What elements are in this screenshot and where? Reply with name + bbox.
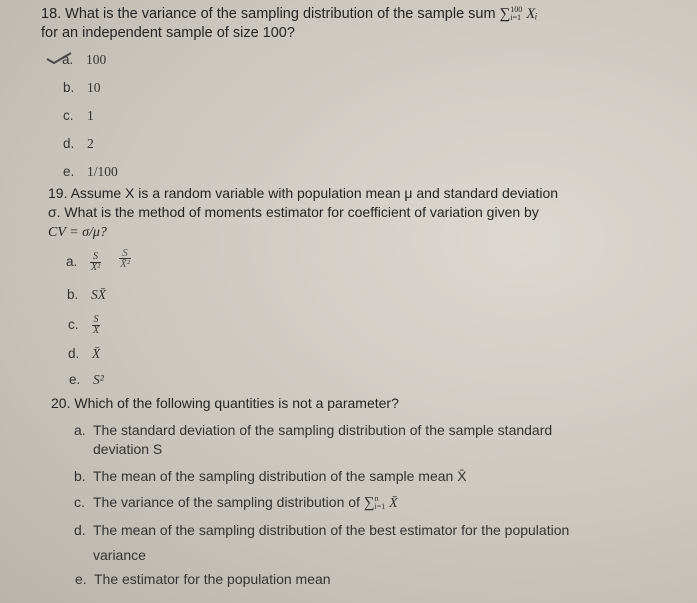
q19-option-c-fraction xyxy=(92,315,100,336)
q20-option-d[interactable] xyxy=(74,522,569,538)
q20-option-e[interactable] xyxy=(75,571,331,587)
q18-text-line1 xyxy=(41,6,537,23)
q18-option-d-value: 2 xyxy=(87,136,94,151)
q20-option-b[interactable] xyxy=(74,468,467,484)
q19-option-c-numerator: S xyxy=(93,314,99,325)
q20-option-d-letter: d. xyxy=(74,522,86,538)
q18-option-c[interactable] xyxy=(63,108,94,124)
q19-option-d[interactable] xyxy=(68,346,100,362)
q18-sum-variable: Xᵢ xyxy=(526,6,538,22)
q20-option-e-text: The estimator for the population mean xyxy=(94,571,331,587)
q18-sum-limits xyxy=(510,6,522,22)
q20-option-d-cont: variance xyxy=(93,547,146,563)
q19-option-d-letter: d. xyxy=(68,346,80,361)
q20-option-a[interactable] xyxy=(74,422,552,438)
handwritten-fraction xyxy=(119,248,131,269)
q18-option-c-letter: c. xyxy=(63,108,74,123)
q19-text-line2: σ. What is the method of moments estimator for coefficient of variation given by xyxy=(48,204,539,220)
q18-option-d[interactable] xyxy=(63,136,94,152)
q18-sum-upper: 100 xyxy=(510,5,523,15)
q18-line1-text: 18. What is the variance of the sampling distribution of the sample sum xyxy=(41,6,496,22)
handwritten-numerator: S xyxy=(119,248,131,259)
q19-option-c-letter: c. xyxy=(68,317,79,333)
q20-option-c-sum-limits xyxy=(375,495,386,511)
q19-option-b-value: SX̄ xyxy=(91,287,106,302)
q20-option-a-letter: a. xyxy=(74,422,86,438)
q18-option-c-value: 1 xyxy=(87,108,94,123)
q18-option-e-value: 1/100 xyxy=(87,164,118,179)
q20-option-c-letter: c. xyxy=(74,494,85,510)
q19-option-d-value: X̄ xyxy=(92,346,101,361)
handwritten-answer xyxy=(119,248,131,269)
q20-option-c[interactable] xyxy=(74,494,398,512)
q19-option-a-denominator: X̄² xyxy=(91,262,101,273)
q19-option-e-value: S² xyxy=(93,372,104,387)
q20-option-e-letter: e. xyxy=(75,571,87,587)
q19-option-b[interactable] xyxy=(67,287,106,303)
q20-option-c-sum-variable: X̄ xyxy=(389,496,398,511)
q20-option-c-sum-lower: i=1 xyxy=(374,502,386,512)
q18-sum-symbol: ∑ xyxy=(499,6,511,22)
q20-option-d-line1: The mean of the sampling distribution of the best estimator for the population xyxy=(93,522,570,538)
q20-option-a-cont: deviation S xyxy=(93,441,163,457)
q18-text-line2: for an independent sample of size 100? xyxy=(41,25,295,41)
q19-option-a-numerator: S xyxy=(90,252,101,263)
q19-option-c-denominator: X̄ xyxy=(93,325,100,336)
q18-option-a-value: 100 xyxy=(86,52,107,67)
q18-option-b[interactable] xyxy=(63,80,101,96)
q20-option-b-letter: b. xyxy=(74,468,86,484)
q18-option-e[interactable] xyxy=(63,164,118,180)
q19-option-c[interactable] xyxy=(68,315,100,336)
q19-option-e-letter: e. xyxy=(69,372,81,387)
q20-option-c-text: The variance of the sampling distribution of xyxy=(93,494,360,510)
q18-sum-lower: i=1 xyxy=(510,13,522,23)
q19-text-line1: 19. Assume X is a random variable with population mean μ and standard deviation xyxy=(48,185,559,201)
q19-text-line3: CV = σ/μ? xyxy=(48,225,107,240)
q18-option-d-letter: d. xyxy=(63,136,75,151)
q20-text-line1: 20. Which of the following quantities is not a parameter? xyxy=(51,395,399,411)
q19-option-a[interactable] xyxy=(66,252,101,273)
q20-option-c-sum-upper: n xyxy=(374,494,379,504)
q19-option-e[interactable] xyxy=(69,372,104,388)
q20-option-b-text: The mean of the sampling distribution of the sample mean X̄ xyxy=(93,468,467,484)
q19-option-b-letter: b. xyxy=(67,287,79,302)
q20-option-c-sum-symbol: ∑ xyxy=(363,495,375,511)
handwritten-denominator: X̄² xyxy=(120,258,131,270)
q18-option-b-letter: b. xyxy=(63,80,75,95)
q18-option-e-letter: e. xyxy=(63,164,75,179)
q20-option-a-line1: The standard deviation of the sampling distribution of the sample standard xyxy=(93,422,553,438)
q19-option-a-letter: a. xyxy=(66,254,78,270)
q18-option-a[interactable] xyxy=(62,52,106,68)
q19-option-a-fraction xyxy=(90,252,101,273)
q18-option-a-letter: a. xyxy=(62,52,74,67)
q18-option-b-value: 10 xyxy=(87,80,101,95)
